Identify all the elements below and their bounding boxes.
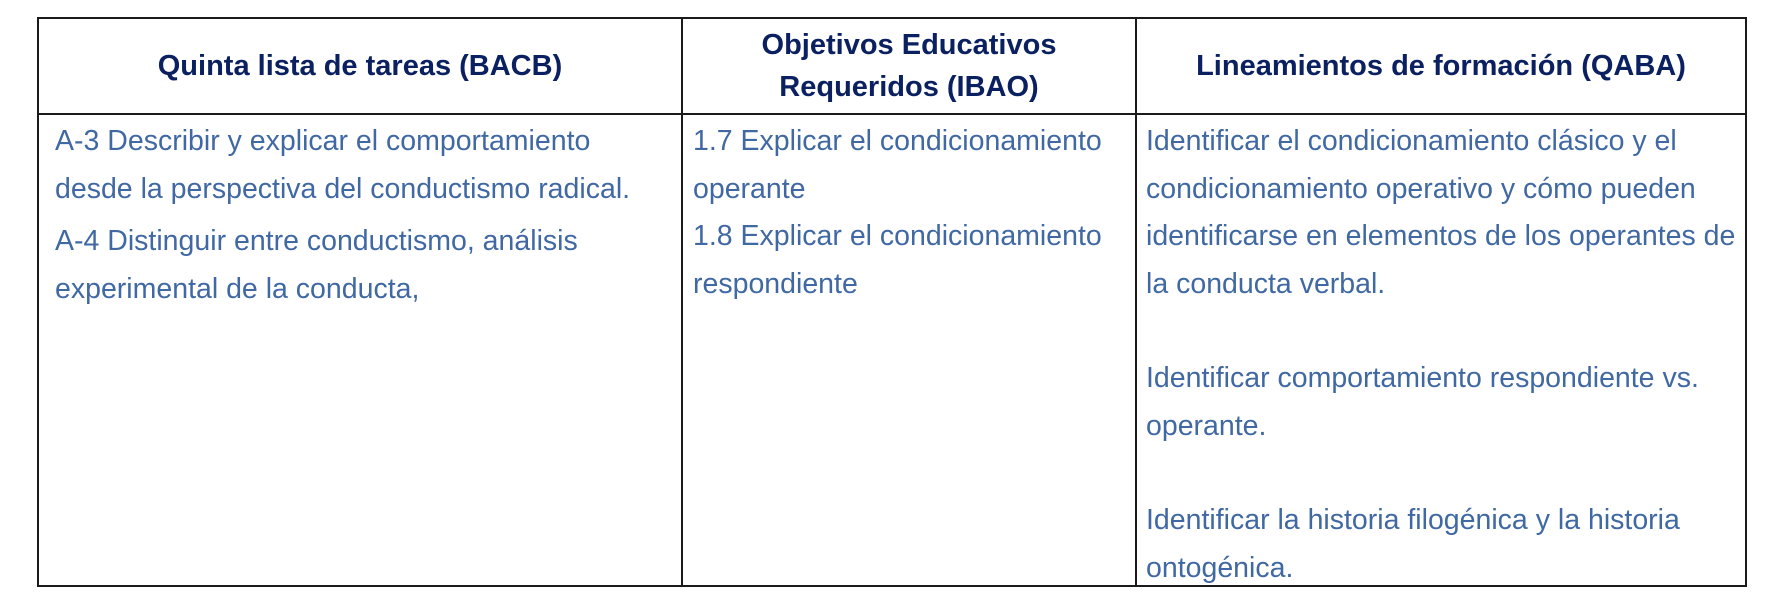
bacb-cell <box>39 115 683 585</box>
ibao-item-1-7: 1.7 Explicar el condicionamiento operante <box>693 125 1102 205</box>
qaba-item-1: Identificar el condicionamiento clásico y el condicionamiento operativo y cómo pueden identificarse en elementos de los operantes de la conducta verbal. <box>1146 125 1736 300</box>
header-qaba <box>1137 19 1745 115</box>
qaba-cell <box>1137 115 1745 585</box>
header-bacb-text: Quinta lista de tareas (BACB) <box>157 49 563 82</box>
qaba-item-3: Identificar la historia filogénica y la historia ontogénica. <box>1146 504 1680 584</box>
ibao-item-1-8: 1.8 Explicar el condicionamiento respondiente <box>693 220 1102 300</box>
bacb-item-a4: A-4 Distinguir entre conductismo, análisis experimental de la conducta, <box>55 225 578 305</box>
header-qaba-text: Lineamientos de formación (QABA) <box>1196 49 1686 82</box>
ibao-cell <box>683 115 1137 585</box>
qaba-item-2: Identificar comportamiento respondiente vs. operante. <box>1146 362 1699 442</box>
header-ibao-text: Objetivos Educativos Requeridos (IBAO) <box>761 28 1057 103</box>
bacb-item-a3: A-3 Describir y explicar el comportamiento desde la perspectiva del conductismo radical. <box>55 125 631 205</box>
curriculum-table <box>37 17 1747 587</box>
header-ibao <box>683 19 1137 115</box>
header-bacb <box>39 19 683 115</box>
